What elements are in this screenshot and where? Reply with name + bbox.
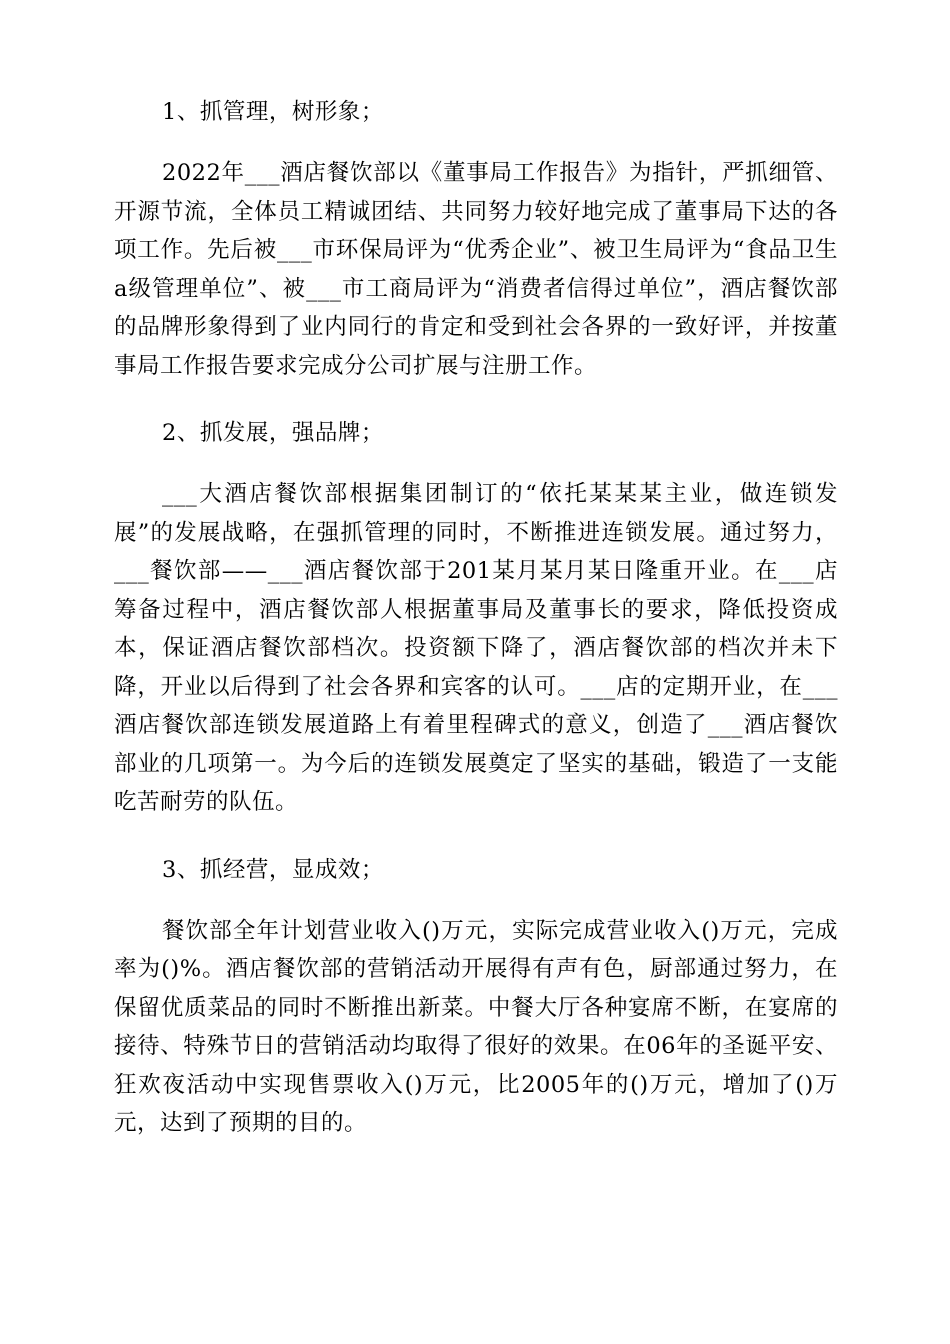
document-body: [114, 93, 838, 1143]
section-paragraph-1: 2022年___酒店餐饮部以《董事局工作报告》为指针，严抓细管、开源节流，全体员工精诚团结、共同努力较好地完成了董事局下达的各项工作。先后被___市环保局评为“优秀企业”、被卫生局评为“食品卫生a级管理单位”、被___市工商局评为“消费者信得过单位”，酒店餐饮部的品牌形象得到了业内同行的肯定和受到社会各界的一致好评，并按董事局工作报告要求完成分公司扩展与注册工作。: [114, 160, 838, 379]
section-heading-1: 1、抓管理，树形象；: [162, 99, 384, 125]
section-heading-3: 3、抓经营，显成效；: [162, 856, 384, 883]
section-heading-2: 2、抓发展，强品牌；: [162, 420, 384, 446]
section-paragraph-2: ___大酒店餐饮部根据集团制订的“依托某某某主业，做连锁发展”的发展战略，在强抓管理的同时，不断推进连锁发展。通过努力，___餐饮部——___酒店餐饮部于201某月某月某日隆重开业。在___店筹备过程中，酒店餐饮部人根据董事局及董事长的要求，降低投资成本，保证酒店餐饮部档次。投资额下降了，酒店餐饮部的档次并未下降，开业以后得到了社会各界和宾客的认可。___店的定期开业，在___酒店餐饮部连锁发展道路上有着里程碑式的意义，创造了___酒店餐饮部业的几项第一。为今后的连锁发展奠定了坚实的基础，锻造了一支能吃苦耐劳的队伍。: [114, 481, 838, 815]
section-paragraph-3: 餐饮部全年计划营业收入()万元，实际完成营业收入()万元，完成率为()%。酒店餐饮部的营销活动开展得有声有色，厨部通过努力，在保留优质菜品的同时不断推出新菜。中餐大厅各种宴席不断，在宴席的接待、特殊节日的营销活动均取得了很好的效果。在06年的圣诞平安、狂欢夜活动中实现售票收入()万元，比2005年的()万元，增加了()万元，达到了预期的目的。: [114, 917, 838, 1136]
